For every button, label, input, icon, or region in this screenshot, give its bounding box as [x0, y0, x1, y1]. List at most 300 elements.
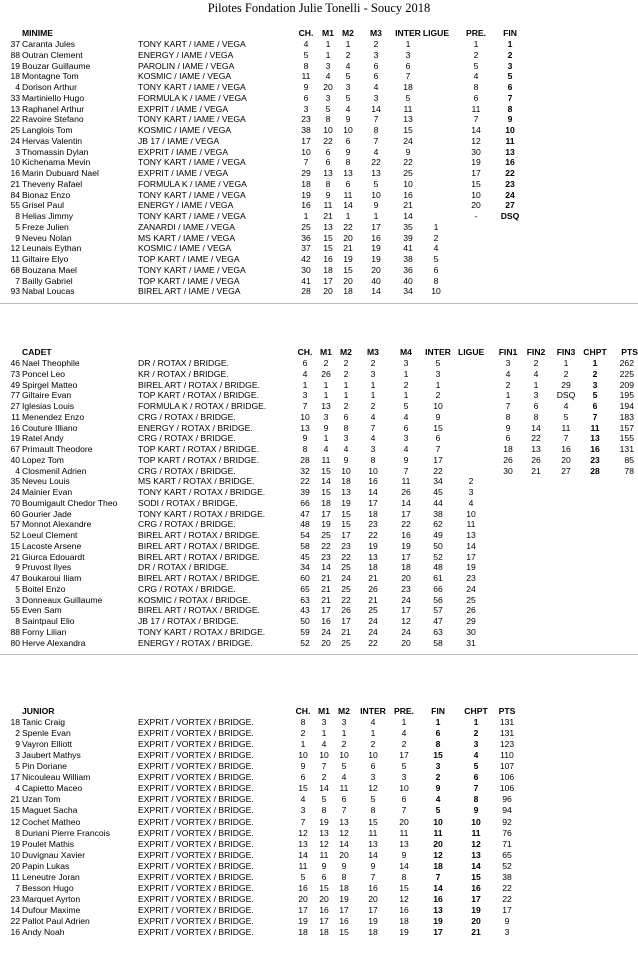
result-m2: 26 [341, 605, 351, 616]
result-ch: 6 [300, 772, 306, 783]
kart-number: 11 [11, 411, 20, 422]
team-chassis-engine: BIREL ART / ROTAX / BRIDGE. [138, 605, 260, 616]
result-ligue: 4 [433, 243, 439, 254]
result-pts: 94 [502, 805, 512, 816]
minime-table-row [0, 82, 638, 93]
result-inter: 16 [403, 189, 413, 200]
kart-number: 70 [10, 497, 20, 508]
result-m1: 15 [323, 232, 333, 243]
result-fin1: 6 [505, 433, 511, 444]
result-m4: 4 [403, 411, 409, 422]
result-m1: 5 [321, 794, 327, 805]
kart-number: 10 [10, 157, 20, 168]
minime-table-row [0, 125, 638, 136]
team-chassis-engine: CRG / ROTAX / BRIDGE. [138, 411, 236, 422]
result-fin2: 1 [533, 379, 539, 390]
driver-name: Neveu Nolan [22, 232, 72, 243]
result-fin3: 4 [563, 401, 569, 411]
driver-name: Giltaire Elyo [22, 254, 69, 264]
result-m2: 1 [343, 379, 349, 390]
result-chpt: 16 [590, 444, 600, 454]
team-chassis-engine: EXPRIT / VORTEX / BRIDGE. [138, 772, 254, 783]
result-m1: 16 [323, 254, 333, 264]
kart-number: 19 [10, 60, 20, 71]
result-inter: 57 [433, 605, 443, 616]
result-ch: 5 [303, 49, 309, 60]
result-m3: 3 [373, 49, 379, 60]
result-m2: 10 [339, 750, 349, 761]
result-ch: 47 [300, 508, 310, 519]
result-inter: 14 [368, 849, 378, 860]
result-fin1: 8 [505, 411, 511, 422]
cadet-table-row [0, 573, 638, 584]
result-pts: 157 [619, 422, 634, 433]
result-ch: 10 [298, 750, 308, 761]
result-pts: 52 [502, 860, 512, 871]
result-ch: 36 [301, 232, 311, 243]
team-chassis-engine: CRG / ROTAX / BRIDGE. [138, 465, 236, 476]
cadet-table-row [0, 638, 638, 649]
result-m1: 4 [325, 71, 331, 82]
result-fin3: 2 [563, 368, 569, 379]
result-pts: 195 [619, 390, 634, 401]
result-chpt: 11 [471, 827, 481, 838]
team-chassis-engine: CRG / ROTAX / BRIDGE. [138, 583, 236, 594]
result-m1: 9 [325, 189, 331, 200]
result-pre: 15 [471, 178, 481, 189]
result-m3: 7 [373, 135, 379, 146]
result-inter: 47 [433, 616, 443, 626]
driver-name: Jaubert Mathys [22, 750, 81, 761]
result-chpt: 6 [473, 772, 479, 783]
result-m3: 4 [370, 433, 376, 444]
result-m2: 15 [339, 927, 349, 937]
section-title: CADET [22, 347, 52, 357]
minime-table-row [0, 286, 638, 297]
result-inter: 36 [403, 264, 413, 275]
result-fin2: 3 [533, 390, 539, 401]
result-m3: 8 [370, 454, 376, 465]
driver-name: Lopez Tom [22, 454, 64, 465]
result-m2: 25 [341, 637, 351, 648]
kart-number: 14 [10, 904, 20, 915]
team-chassis-engine: JB 17 / IAME / VEGA [138, 135, 220, 146]
result-inter: 12 [368, 783, 378, 794]
result-m1: 20 [323, 286, 333, 297]
result-fin: 3 [507, 60, 513, 71]
kart-number: 4 [15, 465, 20, 476]
result-ligue: 2 [433, 232, 439, 243]
result-chpt: 13 [590, 433, 600, 444]
result-fin: 6 [435, 728, 441, 738]
kart-number: 15 [10, 540, 20, 551]
result-ligue: 13 [466, 530, 476, 540]
result-m2: 10 [343, 125, 353, 135]
result-inter: 6 [405, 60, 411, 71]
team-chassis-engine: TONY KART / IAME / VEGA [138, 82, 246, 92]
result-pts: 106 [499, 772, 515, 783]
team-chassis-engine: CRG / ROTAX / BRIDGE. [138, 519, 236, 530]
kart-number: 19 [10, 433, 20, 444]
result-inter: 10 [403, 178, 413, 189]
result-fin3: 27 [561, 465, 571, 476]
result-m2: 1 [345, 39, 351, 49]
kart-number: 84 [10, 189, 20, 200]
result-m3: 3 [370, 368, 376, 379]
result-m2: 4 [343, 444, 349, 454]
result-ch: 3 [300, 805, 306, 816]
result-m2: 14 [343, 200, 353, 211]
result-ch: 16 [301, 200, 311, 211]
team-chassis-engine: KR / ROTAX / BRIDGE. [138, 368, 229, 379]
result-ligue: 14 [466, 540, 476, 551]
result-inter: 2 [435, 390, 441, 401]
column-header: CHPT [583, 347, 607, 357]
cadet-table-row [0, 444, 638, 455]
result-fin3: 7 [563, 433, 569, 444]
result-pts: 209 [619, 379, 634, 390]
result-inter: 8 [370, 805, 376, 816]
column-header: FIN1 [498, 347, 518, 357]
result-m2: 15 [341, 508, 351, 519]
result-chpt: 2 [592, 368, 598, 379]
result-m1: 19 [319, 816, 329, 827]
team-chassis-engine: TONY KART / IAME / VEGA [138, 264, 246, 275]
cadet-table-row [0, 369, 638, 380]
result-ch: 28 [301, 286, 311, 297]
driver-name: Caranta Jules [22, 39, 76, 49]
result-m1: 16 [319, 904, 329, 915]
kart-number: 68 [10, 264, 20, 275]
result-inter: 7 [405, 71, 411, 82]
result-ligue: 1 [433, 221, 439, 232]
result-chpt: 23 [590, 454, 600, 465]
result-pts: 85 [624, 454, 634, 465]
result-m3: 8 [373, 125, 379, 135]
result-m1: 6 [325, 146, 331, 157]
result-m1: 14 [319, 783, 329, 794]
result-m2: 3 [343, 433, 349, 444]
driver-name: Maguet Sacha [22, 805, 78, 816]
kart-number: 16 [10, 168, 20, 178]
result-m2: 9 [343, 454, 349, 465]
result-ligue: 31 [466, 637, 476, 648]
result-ligue: 30 [466, 626, 476, 637]
result-pre: 19 [471, 157, 481, 168]
column-header: M1 [322, 28, 334, 38]
result-m2: 22 [341, 551, 351, 562]
result-inter: 3 [405, 49, 411, 60]
result-fin: 15 [433, 750, 443, 761]
result-pre: 6 [401, 794, 407, 805]
result-ch: 17 [301, 135, 311, 146]
result-fin: 9 [435, 783, 441, 794]
result-inter: 22 [433, 465, 443, 476]
result-m1: 21 [321, 573, 331, 583]
team-chassis-engine: EXPRIT / VORTEX / BRIDGE. [138, 739, 254, 750]
kart-number: 73 [10, 368, 20, 379]
result-ligue: 19 [466, 562, 476, 573]
result-ch: 8 [300, 717, 306, 727]
result-ligue: 23 [466, 573, 476, 583]
team-chassis-engine: KOSMIC / ROTAX / BRIDGE. [138, 594, 251, 605]
driver-name: Helias Jimmy [22, 211, 74, 221]
result-pre: 15 [399, 882, 409, 893]
result-ligue: 3 [468, 487, 474, 497]
result-ch: 16 [298, 882, 308, 893]
result-inter: 11 [403, 103, 413, 114]
result-ch: 1 [300, 739, 306, 750]
result-inter: 13 [403, 114, 413, 125]
team-chassis-engine: TONY KART / IAME / VEGA [138, 39, 246, 49]
result-pts: 123 [499, 739, 515, 750]
result-ch: 13 [300, 422, 310, 433]
junior-table-row [0, 839, 638, 850]
team-chassis-engine: MS KART / ROTAX / BRIDGE. [138, 476, 255, 487]
result-m3: 6 [373, 60, 379, 71]
result-m1: 15 [321, 465, 331, 476]
result-ch: 18 [301, 178, 311, 189]
result-inter: 18 [368, 927, 378, 937]
result-m2: 19 [341, 497, 351, 508]
cadet-table-row [0, 530, 638, 541]
result-m1: 25 [321, 530, 331, 540]
driver-name: Saintpaul Elio [22, 616, 75, 626]
result-m3: 3 [370, 444, 376, 454]
result-pre: 7 [401, 805, 407, 816]
cadet-table-row [0, 358, 638, 369]
result-chpt: 10 [471, 816, 481, 827]
result-ch: 4 [302, 368, 308, 379]
result-ligue: 6 [433, 264, 439, 275]
driver-name: Gourier Jade [22, 508, 72, 519]
result-m3: 13 [368, 551, 378, 562]
result-fin: 24 [505, 189, 515, 200]
cadet-table-row [0, 433, 638, 444]
kart-number: 27 [10, 401, 20, 411]
result-fin1: 7 [505, 401, 511, 411]
result-fin: 10 [505, 125, 515, 135]
result-fin2: 21 [531, 465, 541, 476]
section-divider [0, 654, 638, 655]
driver-name: Bionaz Enzo [22, 189, 71, 200]
kart-number: 5 [15, 761, 20, 772]
result-fin: DSQ [500, 211, 520, 221]
driver-name: Nicouleau William [22, 772, 91, 783]
team-chassis-engine: EXPRIT / IAME / VEGA [138, 146, 229, 157]
result-m2: 23 [341, 540, 351, 551]
result-m3: 24 [368, 616, 378, 626]
result-m3: 14 [371, 103, 381, 114]
result-ch: 5 [300, 871, 306, 882]
result-chpt: 3 [473, 739, 479, 750]
result-ch: 23 [301, 114, 311, 125]
kart-number: 40 [10, 454, 20, 465]
result-chpt: 19 [471, 904, 481, 915]
team-chassis-engine: BIREL ART / IAME / VEGA [138, 286, 241, 297]
result-ch: 3 [303, 103, 309, 114]
team-chassis-engine: EXPRIT / IAME / VEGA [138, 168, 229, 178]
result-ligue: 24 [466, 583, 476, 594]
driver-name: Poulet Mathis [22, 838, 75, 849]
team-chassis-engine: KOSMIC / IAME / VEGA [138, 71, 232, 82]
result-inter: 49 [433, 530, 443, 540]
junior-header-row [0, 706, 638, 717]
column-header: INTER [360, 706, 386, 716]
minime-table-row [0, 61, 638, 72]
result-chpt: 1 [473, 717, 479, 727]
kart-number: 20 [10, 860, 20, 871]
driver-name: Leunais Eythan [22, 243, 82, 254]
result-inter: 38 [433, 508, 443, 519]
result-m2: 2 [343, 401, 349, 411]
result-pre: 2 [473, 49, 479, 60]
driver-name: Bailly Gabriel [22, 275, 73, 286]
driver-name: Grisel Paul [22, 200, 65, 211]
page-title: Pilotes Fondation Julie Tonelli - Soucy 2018 [207, 1, 431, 15]
driver-name: Freze Julien [22, 221, 69, 232]
result-m3: 2 [370, 358, 376, 368]
result-fin2: 22 [531, 433, 541, 444]
result-m3: 5 [373, 178, 379, 189]
result-m3: 18 [368, 562, 378, 573]
result-fin: 11 [433, 827, 443, 838]
junior-table-row [0, 817, 638, 828]
result-m1: 10 [323, 125, 333, 135]
result-fin3: 1 [563, 358, 569, 368]
result-ch: 60 [300, 573, 310, 583]
result-fin: 22 [505, 168, 515, 178]
result-fin1: 30 [503, 465, 513, 476]
column-header: PTS [621, 347, 638, 357]
kart-number: 57 [10, 519, 20, 530]
result-m1: 15 [319, 882, 329, 893]
junior-table-row [0, 717, 638, 728]
result-fin3: 20 [561, 454, 571, 465]
result-pts: 110 [500, 750, 514, 761]
result-m3: 40 [371, 275, 381, 286]
result-chpt: 8 [473, 794, 479, 805]
result-m4: 3 [403, 433, 409, 444]
result-inter: 35 [403, 221, 413, 232]
team-chassis-engine: EXPRIT / VORTEX / BRIDGE. [138, 838, 254, 849]
kart-number: 21 [10, 794, 20, 805]
result-m2: 8 [341, 871, 347, 882]
result-m3: 22 [371, 157, 381, 168]
driver-name: Bouzar Guillaume [22, 60, 91, 71]
result-chpt: 17 [471, 893, 481, 904]
result-pre: 19 [399, 927, 409, 937]
cadet-table-row [0, 584, 638, 595]
result-inter: 41 [403, 243, 413, 254]
result-pts: 107 [499, 761, 515, 772]
result-ch: 1 [302, 379, 308, 390]
driver-name: Ravoire Stefano [22, 114, 84, 125]
junior-table-row [0, 861, 638, 872]
result-m2: 6 [345, 135, 351, 146]
result-m4: 26 [401, 487, 411, 497]
result-inter: 7 [370, 871, 376, 882]
result-m1: 17 [319, 915, 329, 926]
result-inter: 62 [433, 519, 443, 530]
result-ch: 8 [302, 444, 308, 454]
result-m1: 13 [323, 168, 333, 178]
result-m2: 18 [339, 882, 349, 893]
result-chpt: 7 [473, 783, 479, 794]
result-fin: 9 [507, 114, 513, 125]
result-m3: 9 [373, 200, 379, 211]
result-m2: 9 [345, 114, 351, 125]
result-chpt: 28 [590, 465, 600, 476]
result-fin: 23 [505, 178, 515, 189]
kart-number: 11 [11, 254, 20, 264]
result-fin: 17 [433, 927, 443, 937]
result-m2: 9 [341, 860, 347, 871]
result-chpt: 15 [471, 871, 481, 882]
result-pts: 106 [499, 783, 515, 794]
result-pre: 18 [399, 915, 409, 926]
column-header: PRE. [465, 28, 487, 38]
kart-number: 18 [10, 717, 20, 727]
result-fin3: DSQ [556, 390, 576, 401]
kart-number: 21 [10, 178, 20, 189]
result-m3: 4 [373, 82, 379, 92]
result-m3: 1 [370, 390, 376, 401]
result-pts: 9 [504, 915, 510, 926]
result-m4: 20 [401, 573, 411, 583]
result-m3: 14 [371, 286, 381, 297]
kart-number: 7 [15, 275, 20, 286]
result-chpt: 5 [473, 761, 479, 772]
result-fin2: 13 [531, 444, 541, 454]
kart-number: 47 [10, 573, 20, 583]
cadet-table-row [0, 476, 638, 487]
driver-name: Couture Illiano [22, 422, 78, 433]
result-inter: 10 [368, 750, 378, 761]
result-pts: 262 [619, 358, 634, 368]
junior-table-row [0, 728, 638, 739]
junior-table-row [0, 916, 638, 927]
result-m1: 6 [325, 157, 331, 168]
result-m1: 17 [323, 275, 333, 286]
result-chpt: 21 [471, 927, 481, 937]
result-m2: 19 [343, 254, 353, 264]
result-fin2: 26 [531, 454, 541, 465]
cadet-table-row [0, 455, 638, 466]
result-inter: 44 [433, 497, 443, 508]
driver-name: Poncel Leo [22, 368, 66, 379]
result-m2: 15 [343, 264, 353, 275]
result-ch: 42 [301, 254, 311, 264]
result-m3: 14 [368, 487, 378, 497]
result-pre: 1 [473, 39, 479, 49]
result-pre: 4 [473, 71, 479, 82]
result-m2: 20 [343, 232, 353, 243]
cadet-table-row [0, 423, 638, 434]
result-ch: 52 [300, 637, 310, 648]
result-pre: 5 [473, 60, 479, 71]
team-chassis-engine: CRG / ROTAX / BRIDGE. [138, 433, 236, 444]
driver-name: Hervas Valentin [22, 135, 83, 146]
result-ch: 13 [298, 838, 308, 849]
result-pts: 38 [502, 871, 512, 882]
result-m2: 5 [341, 761, 347, 772]
section-divider [0, 303, 638, 304]
kart-number: 17 [10, 772, 20, 783]
team-chassis-engine: ENERGY / IAME / VEGA [138, 49, 234, 60]
result-inter: 3 [370, 772, 376, 783]
result-m4: 9 [403, 454, 409, 465]
